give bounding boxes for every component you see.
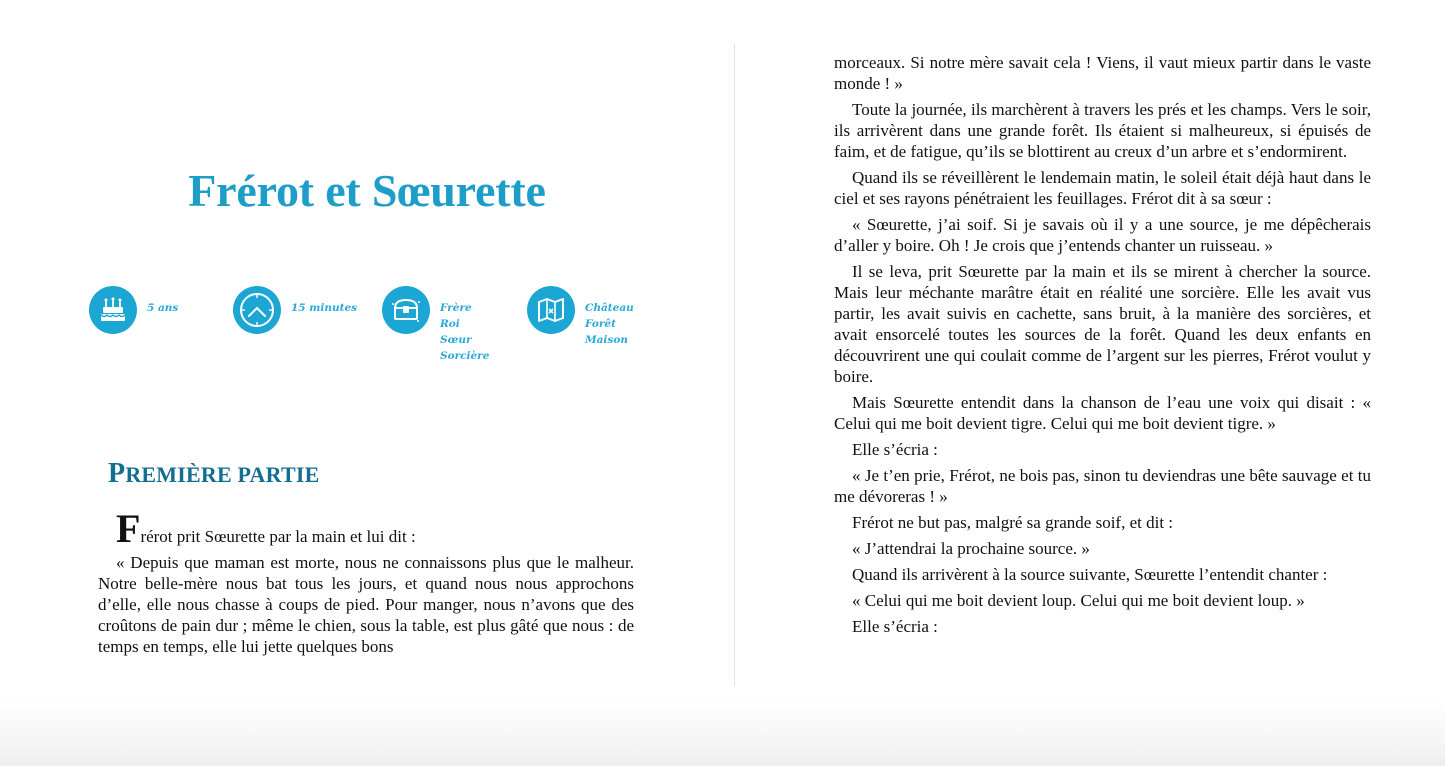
paragraph: Elle s’écria : [852, 617, 938, 636]
drop-cap: F [116, 506, 141, 551]
character-item: Roi [440, 318, 460, 330]
story-title: Frérot et Sœurette [188, 165, 546, 216]
paragraph: « Je t’en prie, Frérot, ne bois pas, sinon tu deviendras une bête sauvage et tu me dévoreras ! » [834, 466, 1371, 506]
character-item: Sorcière [440, 350, 490, 362]
paragraph: « J’attendrai la prochaine source. » [852, 539, 1090, 558]
page-divider [734, 44, 735, 686]
places-list [585, 286, 634, 348]
paragraph: Quand ils arrivèrent à la source suivante, Sœurette l’entendit chanter : [852, 565, 1328, 584]
clock-icon [233, 286, 281, 334]
place-item: Château [585, 302, 634, 314]
characters-list [440, 286, 489, 364]
map-icon [527, 286, 575, 334]
paragraph: Mais Sœurette entendit dans la chanson de l’eau une voix qui disait : « Celui qui me boit devient tigre. Celui qui me boit devient tigre. » [834, 393, 1371, 433]
viewer-bottom-shadow [0, 700, 1445, 766]
info-characters [382, 286, 489, 364]
left-page-text [98, 506, 634, 662]
info-places [527, 286, 634, 348]
info-age [89, 286, 178, 334]
paragraph: « Depuis que maman est morte, nous ne connaissons plus que le malheur. Notre belle-mère nous bat tous les jours, et quand nous nous approchons d’elle, elle nous chasse à coups de pied. Pour manger, nous n’avons que des croûtons de pain dur ; même le chien, sous la table, est plus gâté que nous : de temps en temps, elle lui jette quelques bons [98, 553, 634, 656]
section-title-initial: P [108, 458, 126, 489]
continuation-paragraph: morceaux. Si notre mère savait cela ! Viens, il vaut mieux partir dans le vaste monde ! » [834, 53, 1371, 93]
paragraph: Elle s’écria : [852, 440, 938, 459]
paragraph: Frérot ne but pas, malgré sa grande soif, et dit : [852, 513, 1174, 532]
duration-label: 15 minutes [291, 302, 358, 314]
section-title-rest: REMIÈRE PARTIE [125, 462, 320, 487]
right-page-text [834, 52, 1371, 642]
place-item: Maison [585, 334, 628, 346]
paragraph: « Sœurette, j’ai soif. Si je savais où il y a une source, je me dépêcherais d’aller y boire. Oh ! Je crois que j’entends chanter un ruisseau. » [834, 215, 1371, 255]
first-paragraph [98, 506, 634, 551]
paragraph: Il se leva, prit Sœurette par la main et ils se mirent à chercher la source. Mais leur méchante marâtre était en réalité une sorcière. Elle les avait vus partir, les avait suivis en cachette, sans bruit, à la manière des sorcières, et avait ensorcelé toutes les sources de la forêt. Quand les deux enfants en découvrirent une qui coulait comme de l’argent sur les pierres, Frérot voulut y boire. [834, 262, 1371, 386]
age-label: 5 ans [147, 302, 179, 314]
place-item: Forêt [585, 318, 616, 330]
character-item: Sœur [440, 334, 472, 346]
first-paragraph-text: rérot prit Sœurette par la main et lui dit : [140, 527, 416, 546]
birthday-cake-icon [89, 286, 137, 334]
info-duration [233, 286, 357, 334]
character-item: Frère [440, 302, 472, 314]
paragraph: « Celui qui me boit devient loup. Celui qui me boit devient loup. » [852, 591, 1305, 610]
treasure-chest-icon [382, 286, 430, 334]
paragraph: Toute la journée, ils marchèrent à travers les prés et les champs. Vers le soir, ils arrivèrent dans une grande forêt. Ils étaient si malheureux, si épuisés de faim, et de fatigue, qu’ils se blottirent au creux d’un arbre et s’endormirent. [834, 100, 1371, 161]
paragraph: Quand ils se réveillèrent le lendemain matin, le soleil était déjà haut dans le ciel et ses rayons pénétraient les feuillages. Frérot dit à sa sœur : [834, 168, 1371, 208]
section-title [108, 458, 319, 490]
left-page [0, 0, 734, 700]
